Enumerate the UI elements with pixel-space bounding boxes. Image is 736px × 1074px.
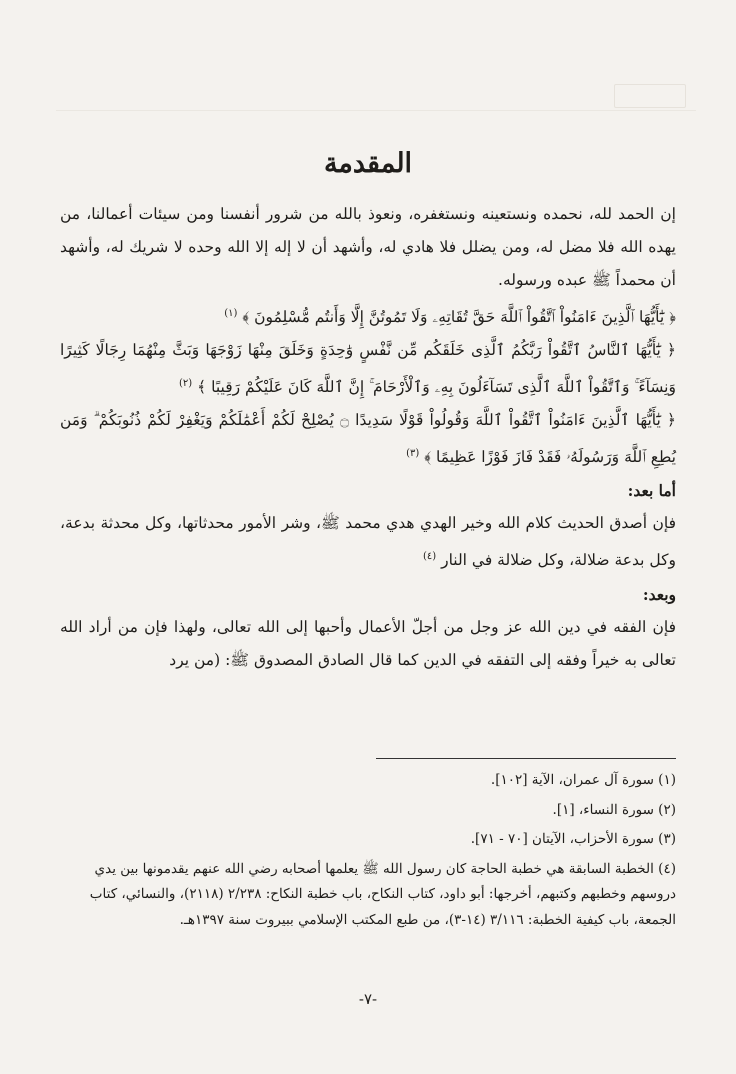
verse-3-text: ﴿ يَٰٓأَيُّهَا ٱلَّذِينَ ءَامَنُواْ ٱتَّقُواْ ٱللَّهَ وَقُولُواْ قَوْلًا سَدِيدًا ۝ يُصْلِحْ لَكُمْ أَعْمَٰلَكُمْ وَيَغْفِرْ لَكُمْ ذُنُوبَكُمْ ۗ وَمَن يُطِعِ ٱللَّهَ وَرَسُولَهُۥ فَقَدْ فَازَ فَوْزًا عَظِيمًا ﴾ xyxy=(60,411,676,467)
page-title: المقدمة xyxy=(323,148,413,179)
verse-1-text: ﴿ يَٰٓأَيُّهَا ٱلَّذِينَ ءَامَنُواْ ٱتَّقُواْ ٱللَّهَ حَقَّ تُقَاتِهِۦ وَلَا تَمُوتُنَّ إِلَّا وَأَنتُم مُّسْلِمُونَ ﴾ xyxy=(242,308,676,327)
footnote-3: (٣) سورة الأحزاب، الآيتان [٧٠ - ٧١]. xyxy=(470,831,676,847)
bleed-through-header xyxy=(56,82,696,111)
footnotes xyxy=(60,768,676,937)
amma-bad-heading: أما بعد: xyxy=(627,481,676,501)
verse-2 xyxy=(60,334,676,404)
verse-3 xyxy=(60,404,676,474)
verse-1 xyxy=(60,297,676,334)
footnote-ref-4: (٤) xyxy=(422,551,437,563)
verse-2-text: ﴿ يَٰٓأَيُّهَا ٱلنَّاسُ ٱتَّقُواْ رَبَّكُمُ ٱلَّذِى خَلَقَكُم مِّن نَّفْسٍ وَٰحِدَةٍ وَخَلَقَ مِنْهَا زَوْجَهَا وَبَثَّ مِنْهُمَا رِجَالًا كَثِيرًا وَنِسَآءً ۚ وَٱتَّقُواْ ٱللَّهَ ٱلَّذِى تَسَآءَلُونَ بِهِۦ وَٱلْأَرْحَامَ ۚ إِنَّ ٱللَّهَ كَانَ عَلَيْكُمْ رَقِيبًا ﴾ xyxy=(60,341,676,397)
intro-paragraph: إن الحمد لله، نحمده ونستعينه ونستغفره، ونعوذ بالله من شرور أنفسنا ومن سيئات أعمالنا، من يهده الله فلا مضل له، ومن يضلل فلا هادي له، وأشهد أن لا إله إلا الله وحده لا شريك له، وأشهد أن محمداً ﷺ عبده ورسوله. xyxy=(60,205,676,289)
footnote-ref-1: (١) xyxy=(224,308,238,319)
footnote-1: (١) سورة آل عمران، الآية [١٠٢]. xyxy=(490,772,676,788)
footnote-ref-3: (٣) xyxy=(406,448,420,460)
footnote-4: (٤) الخطبة السابقة هي خطبة الحاجة كان رسول الله ﷺ يعلمها أصحابه رضي الله عنهم يقدمونها بين يدي دروسهم وخطبهم وكتبهم، أخرجها: أبو داود، كتاب النكاح، باب خطبة النكاح: ٢/٢٣٨ (٢١١٨)، والنسائي، كتاب الجمعة، باب كيفية الخطبة: ٣/١١٦ (١٤-٣)، من طبع المكتب الإسلامي ببيروت سنة ١٣٩٧هـ. xyxy=(89,860,676,928)
footnote-ref-2: (٢) xyxy=(179,378,193,390)
main-text xyxy=(60,198,676,677)
hadith-paragraph xyxy=(60,507,676,577)
bleed-through-page-box xyxy=(614,84,686,108)
footnote-2: (٢) سورة النساء، [١]. xyxy=(552,801,676,818)
hadith-text: فإن أصدق الحديث كلام الله وخير الهدي هدي محمد ﷺ، وشر الأمور محدثاتها، وكل محدثة بدعة، وكل بدعة ضلالة، وكل ضلالة في النار xyxy=(60,514,676,570)
wa-bad-heading: وبعد: xyxy=(642,584,676,604)
fiqh-paragraph: فإن الفقه في دين الله عز وجل من أجلّ الأعمال وأحبها إلى الله تعالى، ولهذا فإن من أراد الله تعالى به خيراً وفقه إلى التفقه في الدين كما قال الصادق المصدوق ﷺ: (من يرد xyxy=(60,617,676,669)
page-number: -٧- xyxy=(358,990,378,1008)
footnote-divider xyxy=(376,758,676,759)
